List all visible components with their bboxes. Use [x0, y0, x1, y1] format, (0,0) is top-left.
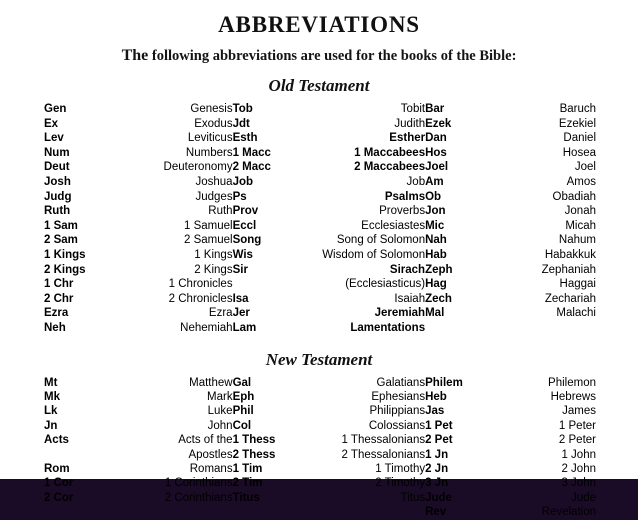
abbreviation-code: Ezek: [425, 117, 452, 130]
abbreviation-code: 2 Kings: [44, 263, 86, 276]
abbreviation-row: [233, 263, 426, 278]
abbreviation-row: [44, 233, 233, 248]
abbreviation-row: [44, 117, 233, 132]
book-name: Joshua: [195, 175, 233, 188]
book-name: Habakkuk: [544, 248, 596, 261]
abbreviation-row: [44, 102, 233, 117]
abbreviation-code: Nah: [425, 234, 447, 247]
book-name: Lamentations: [350, 321, 426, 334]
book-name: Nahum: [558, 234, 596, 247]
abbreviation-row: [44, 376, 233, 390]
abbreviation-row: [233, 248, 426, 263]
abbreviation-row: [44, 146, 233, 161]
abbreviation-code: Deut: [44, 161, 70, 174]
abbreviation-row: [233, 190, 426, 205]
book-name: Wisdom of Solomon: [322, 248, 426, 261]
ot-column-2: [233, 102, 426, 336]
abbreviation-code: Ob: [425, 190, 442, 203]
abbreviation-row: [44, 204, 233, 219]
abbreviation-code: Ezra: [44, 307, 69, 320]
abbreviation-row: [425, 204, 596, 219]
abbreviation-row: [425, 292, 596, 307]
abbreviation-code: Isa: [232, 292, 249, 305]
abbreviation-code: 1 Chr: [44, 278, 74, 291]
book-name: James: [562, 405, 596, 418]
abbreviation-row: [425, 390, 596, 404]
book-name: Matthew: [189, 376, 233, 389]
book-name: Acts of the: [178, 434, 233, 447]
abbreviation-row: [233, 117, 426, 132]
book-name: 2 Peter: [558, 434, 596, 447]
abbreviation-row: [425, 404, 596, 418]
abbreviation-code: Jude: [425, 491, 452, 504]
book-name: 1 John: [561, 448, 596, 461]
book-name: 1 Timothy: [375, 462, 426, 475]
abbreviation-code: Job: [232, 175, 254, 188]
book-name: Luke: [207, 405, 233, 418]
book-name: 1 Kings: [194, 248, 233, 261]
abbreviation-code: Hos: [425, 146, 447, 159]
abbreviation-row: [425, 248, 596, 263]
book-name: Malachi: [556, 307, 596, 320]
abbreviation-code: Gen: [44, 103, 67, 115]
abbreviation-code: Josh: [44, 175, 71, 188]
abbreviation-row: [425, 160, 596, 175]
abbreviation-row: [44, 292, 233, 307]
abbreviation-code: 1 Jn: [425, 448, 449, 461]
abbreviation-code: 2 Cor: [44, 491, 74, 504]
abbreviation-row: [233, 462, 426, 476]
abbreviation-row: [425, 233, 596, 248]
book-name: Titus: [400, 491, 426, 504]
book-name: Psalms: [384, 190, 426, 203]
abbreviation-row: [44, 219, 233, 234]
abbreviation-code: Gal: [232, 376, 252, 389]
abbreviation-row: [233, 233, 426, 248]
abbreviation-code: 1 Cor: [44, 477, 74, 490]
book-name: 1 Peter: [558, 419, 596, 432]
abbreviation-code: Ex: [44, 117, 59, 130]
abbreviation-row: [425, 219, 596, 234]
abbreviation-code: Rom: [44, 462, 70, 475]
book-name: Ezra: [208, 307, 233, 320]
book-name: Ephesians: [371, 390, 426, 403]
book-name: 1 Thessalonians: [341, 434, 426, 447]
abbreviation-code: Lk: [44, 405, 58, 418]
book-name: Mark: [207, 390, 233, 403]
book-name: Hebrews: [550, 390, 596, 403]
book-name: Song of Solomon: [336, 234, 426, 247]
abbreviation-row: [233, 321, 426, 336]
abbreviation-code: Hab: [425, 248, 447, 261]
book-name: Jonah: [564, 205, 596, 218]
abbreviation-row: [425, 117, 596, 132]
abbreviation-row: [425, 419, 596, 433]
abbreviation-row: [425, 102, 596, 117]
book-name: 1 Maccabees: [354, 146, 426, 159]
abbreviation-code: Ruth: [44, 205, 71, 218]
book-name: Zechariah: [544, 292, 596, 305]
abbreviation-code: Jer: [232, 307, 250, 320]
abbreviation-row: [425, 505, 596, 519]
book-name: Philemon: [548, 376, 596, 389]
abbreviation-code: Bar: [425, 103, 445, 115]
ot-column-3: [425, 102, 596, 336]
abbreviation-code: Mic: [425, 219, 445, 232]
intro-lead: The: [121, 47, 149, 64]
book-name: Esther: [389, 132, 426, 145]
abbreviation-code: Joel: [425, 161, 449, 174]
book-name: Tobit: [400, 103, 426, 115]
book-name: 1 Samuel: [183, 219, 233, 232]
abbreviation-code: 1 Thess: [232, 434, 276, 447]
abbreviation-row: [44, 306, 233, 321]
abbreviation-code: Eph: [232, 390, 255, 403]
book-name: Ruth: [208, 205, 233, 218]
book-name: Revelation: [541, 506, 596, 519]
book-name: Baruch: [559, 103, 596, 115]
abbreviation-row: [44, 462, 233, 476]
book-name: 2 John: [561, 462, 596, 475]
abbreviation-row: [233, 277, 426, 292]
abbreviation-code: Mt: [44, 376, 58, 389]
book-name: 2 Corinthians: [164, 491, 233, 504]
abbreviation-code: Hag: [425, 278, 447, 291]
abbreviation-code: Ps: [232, 190, 247, 203]
book-name: 2 Timothy: [375, 477, 426, 490]
book-name: Judges: [195, 190, 233, 203]
book-name: Galatians: [376, 376, 426, 389]
abbreviation-row: [233, 175, 426, 190]
abbreviation-code: 3 Jn: [425, 477, 449, 490]
abbreviation-row: [44, 419, 233, 433]
book-name: Leviticus: [187, 132, 233, 145]
abbreviation-code: 1 Macc: [232, 146, 271, 159]
abbreviation-row: [233, 433, 426, 447]
book-name: Nehemiah: [180, 321, 233, 334]
nt-column-1: [44, 376, 233, 520]
abbreviation-code: Esth: [232, 132, 258, 145]
abbreviation-code: Jas: [425, 405, 445, 418]
abbreviation-row: [425, 263, 596, 278]
nt-column-2: [233, 376, 426, 520]
abbreviation-row: [233, 204, 426, 219]
abbreviation-code: 2 Macc: [232, 161, 271, 174]
abbreviation-row: [44, 263, 233, 278]
book-name: Jeremiah: [374, 307, 426, 320]
abbreviation-code: 2 Pet: [425, 434, 453, 447]
abbreviation-code: Num: [44, 146, 70, 159]
abbreviation-row: [233, 292, 426, 307]
book-name: Colossians: [368, 419, 426, 432]
book-name: Deuteronomy: [163, 161, 233, 174]
abbreviation-code: Mal: [425, 307, 445, 320]
abbreviation-code: 2 Jn: [425, 462, 449, 475]
book-name: 1 Corinthians: [164, 477, 233, 490]
abbreviation-row: [425, 491, 596, 505]
abbreviation-row: [233, 146, 426, 161]
abbreviation-code: Prov: [232, 205, 259, 218]
abbreviation-code: Titus: [232, 491, 260, 504]
abbreviation-row: [425, 131, 596, 146]
abbreviation-code: Am: [425, 175, 444, 188]
abbreviation-row: [233, 419, 426, 433]
nt-column-3: [425, 376, 596, 520]
book-name: Daniel: [563, 132, 596, 145]
book-name: 2 Samuel: [183, 234, 233, 247]
abbreviation-code: Mk: [44, 390, 60, 403]
abbreviation-row: [425, 175, 596, 190]
abbreviation-row: [44, 248, 233, 263]
abbreviation-code: Song: [232, 234, 262, 247]
abbreviation-code: 1 Pet: [425, 419, 453, 432]
abbreviation-row: [44, 433, 233, 447]
abbreviation-row: [233, 376, 426, 390]
book-name: 2 Chronicles: [168, 292, 233, 305]
abbreviation-row: [44, 190, 233, 205]
abbreviation-code: Heb: [425, 390, 447, 403]
book-name: Genesis: [190, 103, 233, 115]
book-name: Obadiah: [552, 190, 596, 203]
book-name: Amos: [566, 175, 596, 188]
abbreviation-code: Neh: [44, 321, 66, 334]
intro-rest: following abbreviations are used for the books of the Bible:: [151, 48, 517, 64]
intro-text: [30, 47, 608, 65]
abbreviation-code: Dan: [425, 132, 447, 145]
abbreviation-row: [44, 491, 233, 505]
abbreviation-code: 2 Thess: [232, 448, 276, 461]
abbreviation-code: Wis: [232, 248, 253, 261]
book-name: Sirach: [389, 263, 426, 276]
abbreviation-code: 2 Chr: [44, 292, 74, 305]
abbreviation-code: Philem: [425, 376, 463, 389]
book-name: John: [207, 419, 233, 432]
book-name: Joel: [574, 161, 596, 174]
book-name: 2 Kings: [194, 263, 233, 276]
abbreviation-row: [425, 448, 596, 462]
abbreviation-row: [425, 462, 596, 476]
abbreviation-row: [44, 160, 233, 175]
abbreviation-code: Zech: [425, 292, 452, 305]
abbreviation-code: 2 Sam: [44, 234, 78, 247]
abbreviation-code: Jon: [425, 205, 446, 218]
abbreviation-code: Col: [232, 419, 252, 432]
book-name: Apostles: [188, 448, 233, 461]
abbreviation-code: Jdt: [232, 117, 250, 130]
book-name: Proverbs: [379, 205, 426, 218]
abbreviation-row: [233, 390, 426, 404]
abbreviation-row: [425, 277, 596, 292]
book-name: Hosea: [562, 146, 596, 159]
abbreviation-row: [233, 219, 426, 234]
abbreviation-row: [425, 433, 596, 447]
new-testament-columns: [30, 376, 608, 520]
abbreviation-row: [44, 321, 233, 336]
book-name: Zephaniah: [541, 263, 596, 276]
abbreviation-code: 1 Kings: [44, 248, 86, 261]
abbreviation-row: [44, 404, 233, 418]
document-sheet: [30, 4, 608, 519]
abbreviation-row: [44, 277, 233, 292]
book-name: Numbers: [185, 146, 233, 159]
book-name: Isaiah: [394, 292, 426, 305]
abbreviation-code: Sir: [232, 263, 248, 276]
abbreviation-row: [44, 175, 233, 190]
abbreviation-code: Phil: [232, 405, 254, 418]
abbreviation-code: 1 Tim: [232, 462, 263, 475]
abbreviation-row: [233, 102, 426, 117]
book-name: Romans: [189, 462, 233, 475]
abbreviation-row: [44, 131, 233, 146]
abbreviation-code: 2 Tim: [232, 477, 263, 490]
abbreviation-code: Tob: [232, 103, 253, 115]
old-testament-columns: [30, 102, 608, 336]
abbreviation-code: Acts: [44, 434, 69, 447]
abbreviation-row: [425, 306, 596, 321]
section-heading-new-testament: New Testament: [265, 349, 373, 369]
abbreviation-row: [425, 376, 596, 390]
book-name: Micah: [565, 219, 596, 232]
book-name: Ecclesiastes: [361, 219, 426, 232]
abbreviation-row: [233, 306, 426, 321]
abbreviation-row: [44, 390, 233, 404]
abbreviation-code: 1 Sam: [44, 219, 78, 232]
abbreviation-row: [233, 131, 426, 146]
book-name: Haggai: [559, 278, 596, 291]
page-title: ABBREVIATIONS: [218, 12, 420, 37]
book-name: Philippians: [369, 405, 426, 418]
abbreviation-row: [233, 404, 426, 418]
abbreviation-code: Rev: [425, 506, 447, 519]
book-name: (Ecclesiasticus): [345, 278, 426, 291]
abbreviation-row: [233, 448, 426, 462]
book-name: 2 Thessalonians: [341, 448, 426, 461]
abbreviation-row: [44, 448, 233, 462]
book-name: Ezekiel: [558, 117, 596, 130]
book-name: Job: [406, 175, 426, 188]
abbreviation-row: [233, 491, 426, 505]
abbreviation-code: Judg: [44, 190, 72, 203]
abbreviation-row: [425, 146, 596, 161]
abbreviation-code: Zeph: [425, 263, 453, 276]
book-name: Judith: [394, 117, 426, 130]
book-name: 2 Maccabees: [354, 161, 426, 174]
abbreviation-code: Lev: [44, 132, 64, 145]
ot-column-1: [44, 102, 233, 336]
abbreviation-code: Lam: [232, 321, 257, 334]
book-name: 1 Chronicles: [168, 278, 233, 291]
book-name: Exodus: [194, 117, 233, 130]
book-name: Jude: [571, 491, 596, 504]
book-name: 3 John: [561, 477, 596, 490]
abbreviation-row: [425, 190, 596, 205]
abbreviation-row: [233, 160, 426, 175]
section-heading-old-testament: Old Testament: [268, 76, 370, 95]
abbreviation-code: Eccl: [232, 219, 257, 232]
abbreviation-code: Jn: [44, 419, 58, 432]
